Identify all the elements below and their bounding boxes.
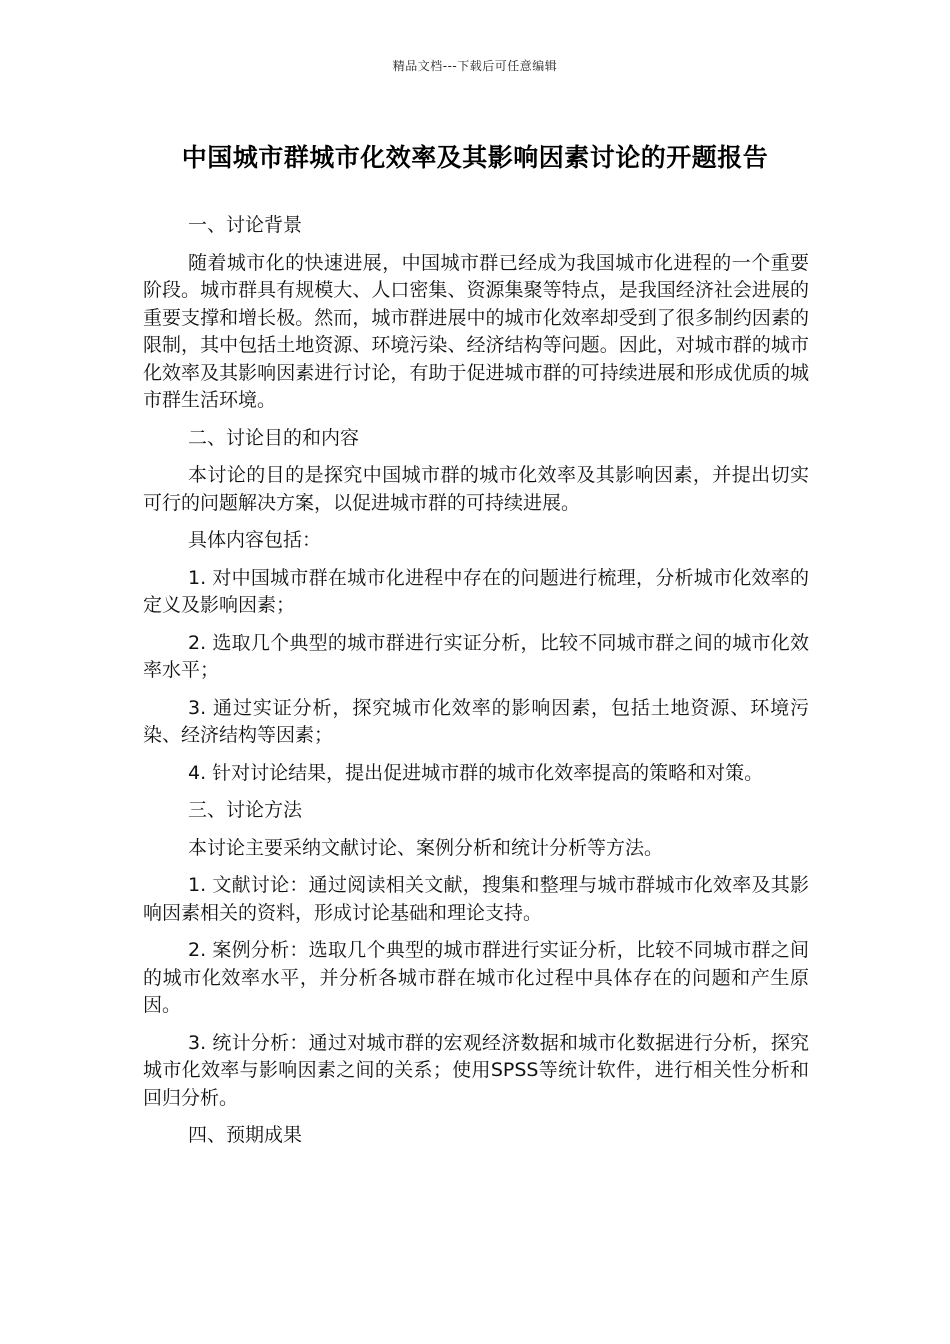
section-heading-outcomes: 四、预期成果 (188, 1124, 303, 1146)
list-item-content-1: 1. 对中国城市群在城市化进程中存在的问题进行梳理，分析城市化效率的定义及影响因素； (143, 566, 809, 616)
section-heading-background: 一、讨论背景 (188, 214, 303, 236)
paragraph-methods: 本讨论主要采纳文献讨论、案例分析和统计分析等方法。 (188, 836, 664, 859)
section-heading-methods: 三、讨论方法 (188, 799, 303, 821)
header-note: 精品文档---下载后可任意编辑 (392, 59, 558, 73)
document-body (143, 212, 809, 1160)
list-item-content-2: 2. 选取几个典型的城市群进行实证分析，比较不同城市群之间的城市化效率水平； (143, 631, 809, 681)
list-item-method-1: 1. 文献讨论：通过阅读相关文献，搜集和整理与城市群城市化效率及其影响因素相关的资料，形成讨论基础和理论支持。 (143, 874, 809, 924)
paragraph-content-intro: 具体内容包括： (188, 529, 322, 551)
paragraph-purpose: 本讨论的目的是探究中国城市群的城市化效率及其影响因素，并提出切实可行的问题解决方案，以促进城市群的可持续进展。 (143, 464, 809, 514)
list-item-content-4: 4. 针对讨论结果，提出促进城市群的城市化效率提高的策略和对策。 (188, 761, 764, 784)
list-item-method-2: 2. 案例分析：选取几个典型的城市群进行实证分析，比较不同城市群之间的城市化效率水平，并分析各城市群在城市化过程中具体存在的问题和产生原因。 (143, 939, 809, 1016)
section-heading-purpose: 二、讨论目的和内容 (188, 426, 360, 449)
paragraph-background: 随着城市化的快速进展，中国城市群已经成为我国城市化进程的一个重要阶段。城市群具有规模大、人口密集、资源集聚等特点，是我国经济社会进展的重要支撑和增长极。然而，城市群进展中的城市化效率却受到了很多制约因素的限制，其中包括土地资源、环境污染、经济结构等问题。因此，对城市群的城市化效率及其影响因素进行讨论，有助于促进城市群的可持续进展和形成优质的城市群生活环境。 (143, 251, 809, 411)
list-item-method-3: 3. 统计分析：通过对城市群的宏观经济数据和城市化数据进行分析，探究城市化效率与影响因素之间的关系；使用SPSS等统计软件，进行相关性分析和回归分析。 (143, 1031, 809, 1109)
list-item-content-3: 3. 通过实证分析，探究城市化效率的影响因素，包括土地资源、环境污染、经济结构等因素； (143, 696, 809, 746)
page-title: 中国城市群城市化效率及其影响因素讨论的开题报告 (181, 143, 769, 172)
